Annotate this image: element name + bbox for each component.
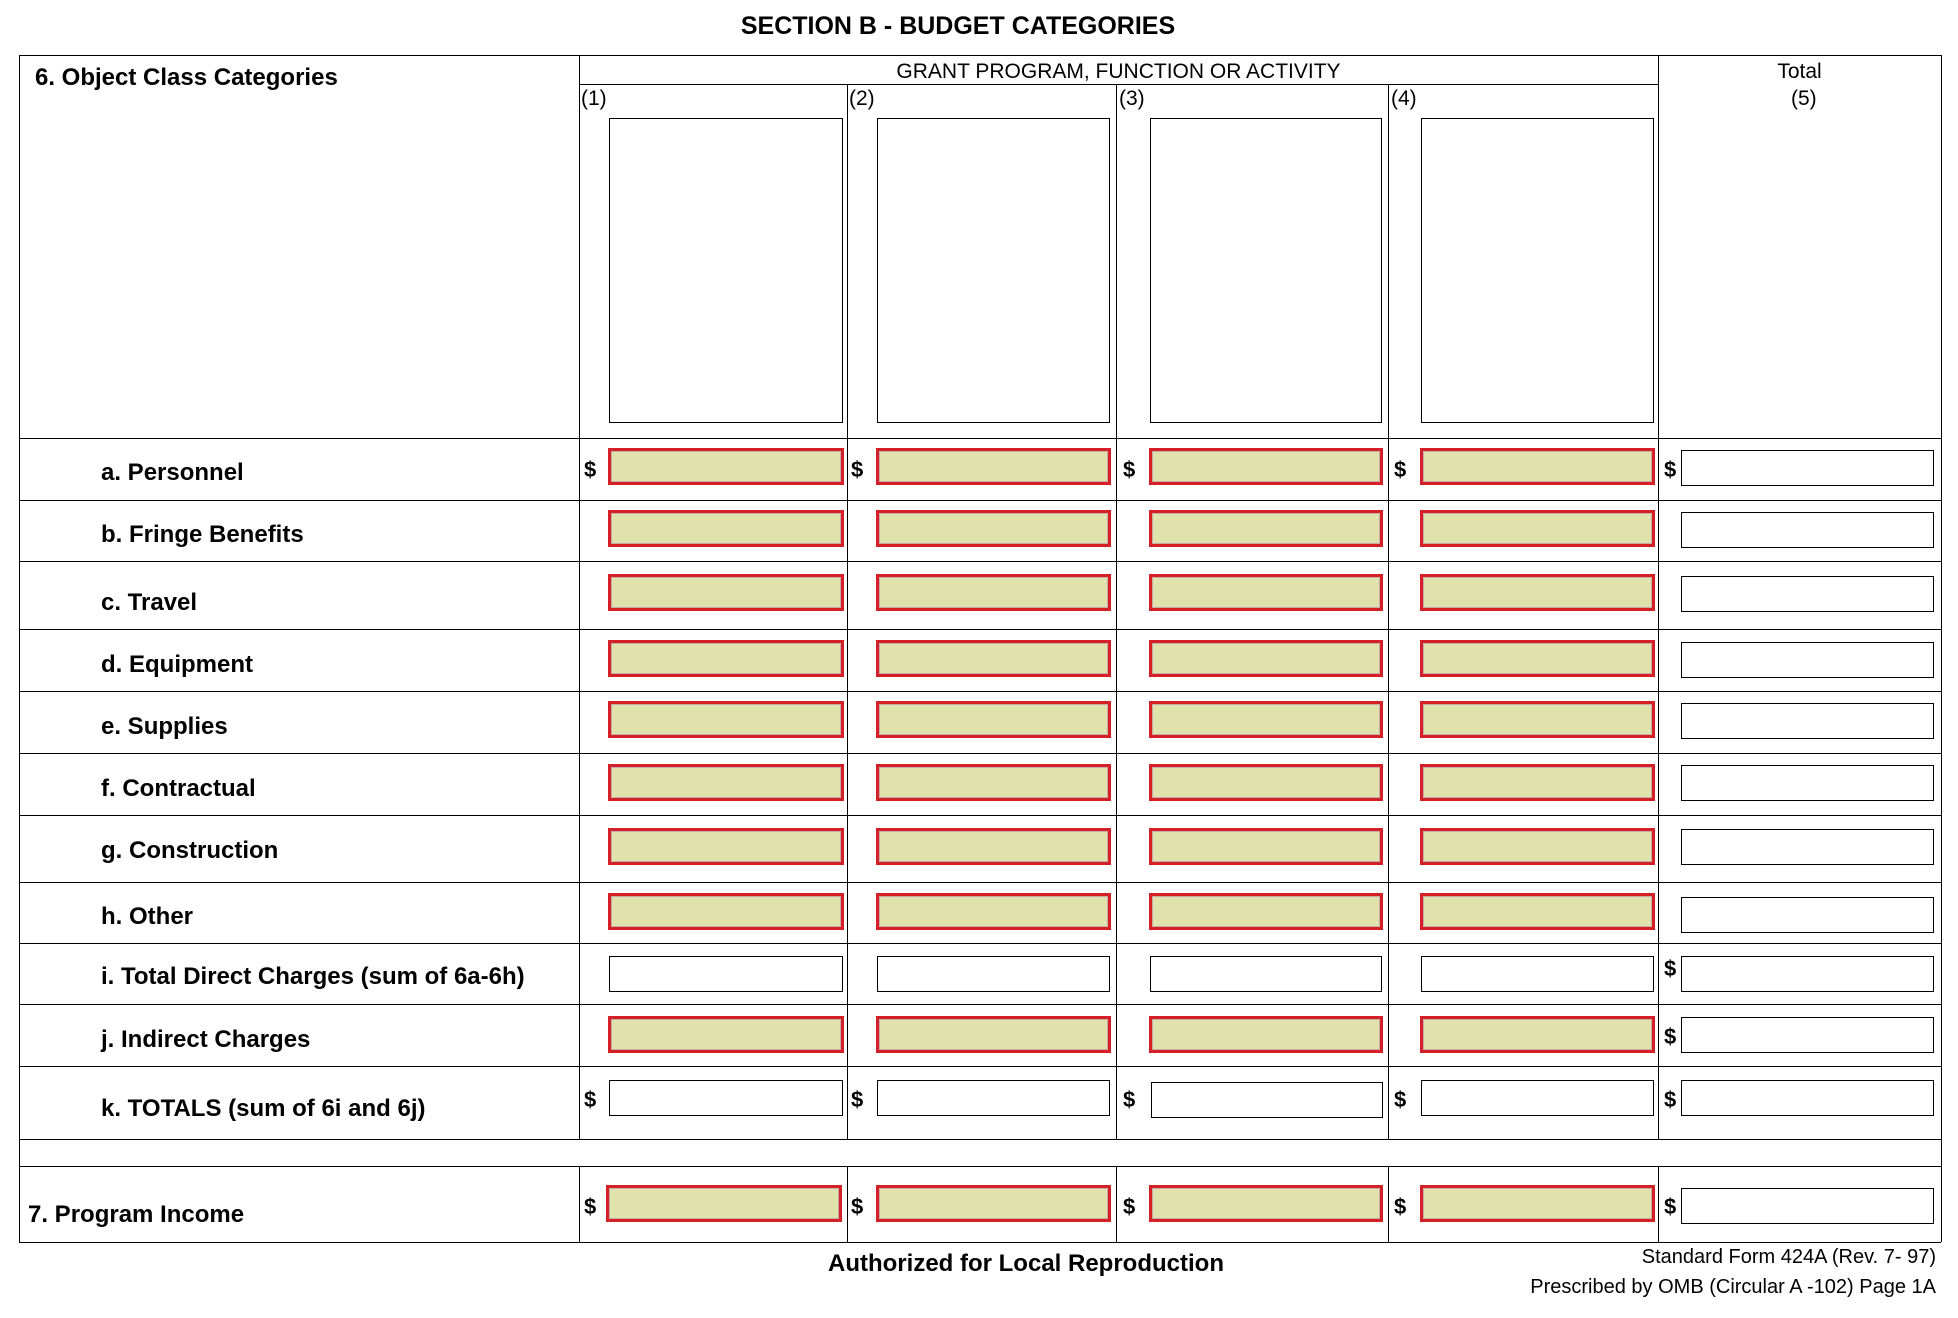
dollar-sign: $ [1664,1024,1677,1049]
construction-col1-input[interactable] [608,828,844,865]
col-divider-1 [579,55,580,1139]
equipment-col1-input[interactable] [608,640,844,677]
row-separator [19,1066,1941,1067]
row-separator [19,500,1941,501]
other-col2-input[interactable] [876,893,1111,930]
table-right-border [1941,55,1942,1242]
total-direct-total-input[interactable] [1681,956,1934,992]
col-title-box-3[interactable] [1150,118,1382,423]
table-left-border [19,55,20,1242]
supplies-total-input[interactable] [1681,703,1934,739]
indirect-col4-input[interactable] [1420,1016,1655,1053]
row-label-equipment: d. Equipment [101,651,253,678]
table-top-border [19,55,1941,56]
fringe-benefits-total-input[interactable] [1681,512,1934,548]
row-separator [19,691,1941,692]
row-separator [19,1139,1941,1140]
contractual-col4-input[interactable] [1420,764,1655,801]
travel-col1-input[interactable] [608,574,844,611]
table-bottom-border [19,1242,1941,1243]
contractual-col1-input[interactable] [608,764,844,801]
equipment-total-input[interactable] [1681,642,1934,678]
indirect-total-input[interactable] [1681,1017,1934,1053]
row-separator [19,561,1941,562]
dollar-sign: $ [1664,956,1677,981]
row-label-totals: k. TOTALS (sum of 6i and 6j) [101,1095,426,1122]
total-number: (5) [1791,87,1817,110]
col-number-4: (4) [1391,87,1417,110]
other-col3-input[interactable] [1149,893,1383,930]
col-divider-3 [1116,84,1117,1139]
supplies-col4-input[interactable] [1420,701,1655,738]
row-separator [19,815,1941,816]
col-number-2: (2) [849,87,875,110]
fringe-benefits-col2-input[interactable] [876,510,1111,547]
row-separator [19,753,1941,754]
object-class-heading: 6. Object Class Categories [35,64,338,91]
grant-header-divider [579,84,1658,85]
dollar-sign: $ [1664,1194,1677,1219]
prescribed-note: Prescribed by OMB (Circular A -102) Page 1A [1530,1276,1936,1298]
supplies-col2-input[interactable] [876,701,1111,738]
contractual-col2-input[interactable] [876,764,1111,801]
supplies-col3-input[interactable] [1149,701,1383,738]
other-col4-input[interactable] [1420,893,1655,930]
contractual-col3-input[interactable] [1149,764,1383,801]
total-heading: Total [1777,60,1822,83]
program-income-col3-input[interactable] [1149,1185,1383,1222]
dollar-sign: $ [584,457,597,482]
other-total-input[interactable] [1681,897,1934,933]
section-title: SECTION B - BUDGET CATEGORIES [740,12,1176,40]
income-divider-1 [579,1166,580,1242]
grant-program-heading: GRANT PROGRAM, FUNCTION OR ACTIVITY [896,60,1341,83]
dollar-sign: $ [1394,1087,1407,1112]
row-label-other: h. Other [101,903,194,930]
other-col1-input[interactable] [608,893,844,930]
travel-col4-input[interactable] [1420,574,1655,611]
indirect-col3-input[interactable] [1149,1016,1383,1053]
indirect-col2-input[interactable] [876,1016,1111,1053]
dollar-sign: $ [1394,1194,1407,1219]
income-divider-5 [1658,1166,1659,1242]
dollar-sign: $ [1123,1087,1136,1112]
personnel-col3-input[interactable] [1149,448,1383,485]
equipment-col3-input[interactable] [1149,640,1383,677]
row-separator [19,629,1941,630]
construction-total-input[interactable] [1681,829,1934,865]
row-label-supplies: e. Supplies [101,713,228,740]
program-income-col2-input[interactable] [876,1185,1111,1222]
col-number-1: (1) [581,87,607,110]
dollar-sign: $ [1123,1194,1136,1219]
personnel-col4-input[interactable] [1420,448,1655,485]
col-divider-4 [1388,84,1389,1139]
construction-col3-input[interactable] [1149,828,1383,865]
fringe-benefits-col3-input[interactable] [1149,510,1383,547]
row-separator [19,1004,1941,1005]
income-divider-4 [1388,1166,1389,1242]
row-label-personnel: a. Personnel [101,459,244,486]
construction-col4-input[interactable] [1420,828,1655,865]
totals-col2-input[interactable] [877,1080,1110,1116]
totals-col4-input[interactable] [1421,1080,1654,1116]
col-divider-5 [1658,55,1659,1139]
travel-total-input[interactable] [1681,576,1934,612]
row-label-travel: c. Travel [101,589,198,616]
equipment-col2-input[interactable] [876,640,1111,677]
dollar-sign: $ [851,1194,864,1219]
row-separator [19,882,1941,883]
program-income-col1-input[interactable] [606,1185,842,1222]
indirect-col1-input[interactable] [608,1016,844,1053]
total-direct-col2-input[interactable] [877,956,1110,992]
dollar-sign: $ [584,1194,597,1219]
program-income-total-input[interactable] [1681,1188,1934,1224]
row-label-fringe-benefits: b. Fringe Benefits [101,521,304,548]
form-name: Standard Form 424A (Rev. 7- 97) [1641,1246,1936,1268]
col-title-box-2[interactable] [877,118,1110,423]
dollar-sign: $ [1664,1087,1677,1112]
fringe-benefits-col4-input[interactable] [1420,510,1655,547]
authorized-note: Authorized for Local Reproduction [828,1250,1224,1277]
row-label-program-income: 7. Program Income [28,1201,245,1228]
row-label-total-direct-charges: i. Total Direct Charges (sum of 6a-6h) [101,963,525,990]
col-divider-2 [847,84,848,1139]
travel-col3-input[interactable] [1149,574,1383,611]
dollar-sign: $ [1394,457,1407,482]
income-divider-3 [1116,1166,1117,1242]
dollar-sign: $ [584,1087,597,1112]
totals-col3-input[interactable] [1151,1082,1383,1118]
construction-col2-input[interactable] [876,828,1111,865]
personnel-col2-input[interactable] [876,448,1111,485]
total-direct-col4-input[interactable] [1421,956,1654,992]
row-separator [19,1166,1941,1167]
dollar-sign: $ [1664,457,1677,482]
contractual-total-input[interactable] [1681,765,1934,801]
col-title-box-1[interactable] [609,118,843,423]
travel-col2-input[interactable] [876,574,1111,611]
row-separator [19,943,1941,944]
total-direct-col1-input[interactable] [609,956,843,992]
total-direct-col3-input[interactable] [1150,956,1382,992]
col-title-box-4[interactable] [1421,118,1654,423]
header-bottom-border [19,438,1941,439]
program-income-col4-input[interactable] [1420,1185,1655,1222]
totals-col1-input[interactable] [609,1080,843,1116]
col-number-3: (3) [1119,87,1145,110]
fringe-benefits-col1-input[interactable] [608,510,844,547]
equipment-col4-input[interactable] [1420,640,1655,677]
dollar-sign: $ [851,1087,864,1112]
personnel-col1-input[interactable] [608,448,844,485]
row-label-construction: g. Construction [101,837,279,864]
row-label-indirect-charges: j. Indirect Charges [101,1026,311,1053]
personnel-total-input[interactable] [1681,450,1934,486]
dollar-sign: $ [851,457,864,482]
income-divider-2 [847,1166,848,1242]
supplies-col1-input[interactable] [608,701,844,738]
row-label-contractual: f. Contractual [101,775,256,802]
dollar-sign: $ [1123,457,1136,482]
totals-total-input[interactable] [1681,1080,1934,1116]
